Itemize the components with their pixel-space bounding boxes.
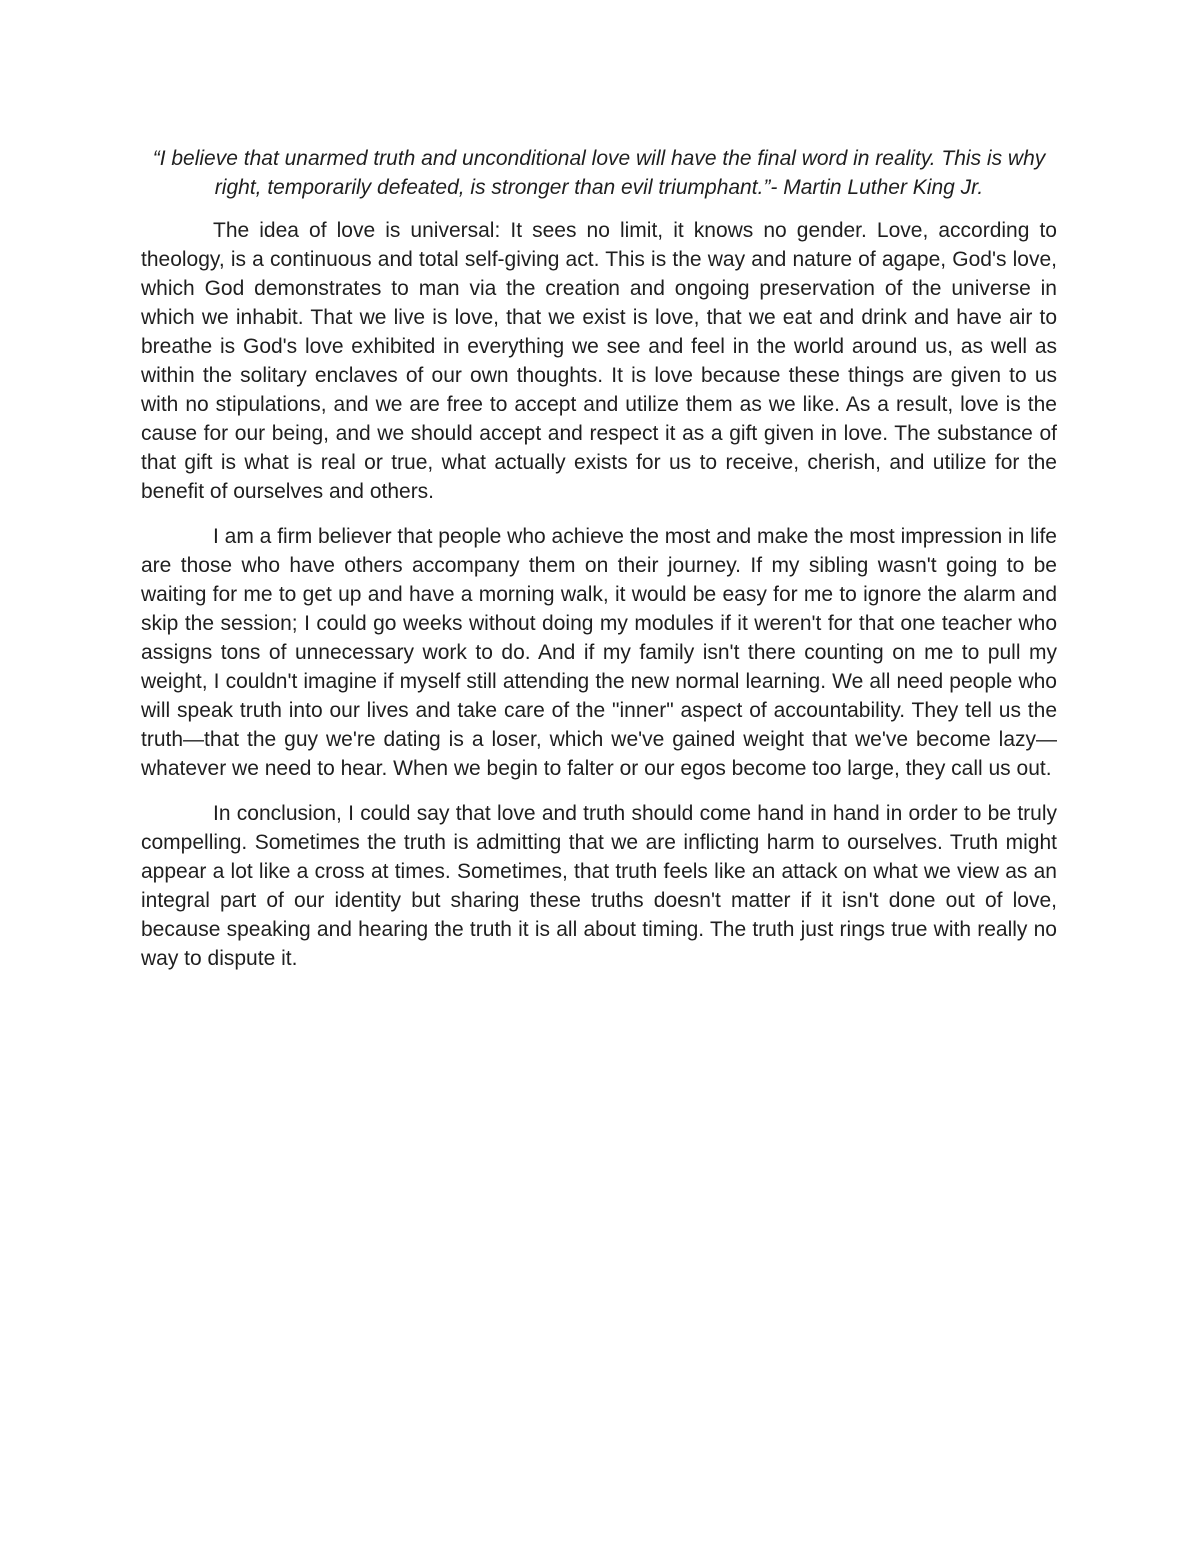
document-body [141, 144, 1057, 989]
paragraph-conclusion: In conclusion, I could say that love and truth should come hand in hand in order to be truly compelling. Sometimes the truth is admitting that we are inflicting harm to ourselves. Truth might appear a lot like a cross at times. Sometimes, that truth feels like an attack on what we view as an integral part of our identity but sharing these truths doesn't matter if it isn't done out of love, because speaking and hearing the truth it is all about timing. The truth just rings true with really no way to dispute it. [141, 802, 1057, 970]
paragraph-love: The idea of love is universal: It sees no limit, it knows no gender. Love, according to theology, is a continuous and total self-giving act. This is the way and nature of agape, God's love, which God demonstrates to man via the creation and ongoing preservation of the universe in which we inhabit. That we live is love, that we exist is love, that we eat and drink and have air to breathe is God's love exhibited in everything we see and feel in the world around us, as well as within the solitary enclaves of our own thoughts. It is love because these things are given to us with no stipulations, and we are free to accept and utilize them as we like. As a result, love is the cause for our being, and we should accept and respect it as a gift given in love. The substance of that gift is what is real or true, what actually exists for us to receive, cherish, and utilize for the benefit of ourselves and others. [141, 219, 1057, 503]
paragraph-accountability: I am a firm believer that people who achieve the most and make the most impression in life are those who have others accompany them on their journey. If my sibling wasn't going to be waiting for me to get up and have a morning walk, it would be easy for me to ignore the alarm and skip the session; I could go weeks without doing my modules if it weren't for that one teacher who assigns tons of unnecessary work to do. And if my family isn't there counting on me to pull my weight, I couldn't imagine if myself still attending the new normal learning. We all need people who will speak truth into our lives and take care of the "inner" aspect of accountability. They tell us the truth—that the guy we're dating is a loser, which we've gained weight that we've become lazy—whatever we need to hear. When we begin to falter or our egos become too large, they call us out. [141, 525, 1057, 780]
epigraph-quote: “I believe that unarmed truth and unconditional love will have the final word in reality. This is why right, temporarily defeated, is stronger than evil triumphant.”- Martin Luther King Jr. [152, 147, 1046, 199]
